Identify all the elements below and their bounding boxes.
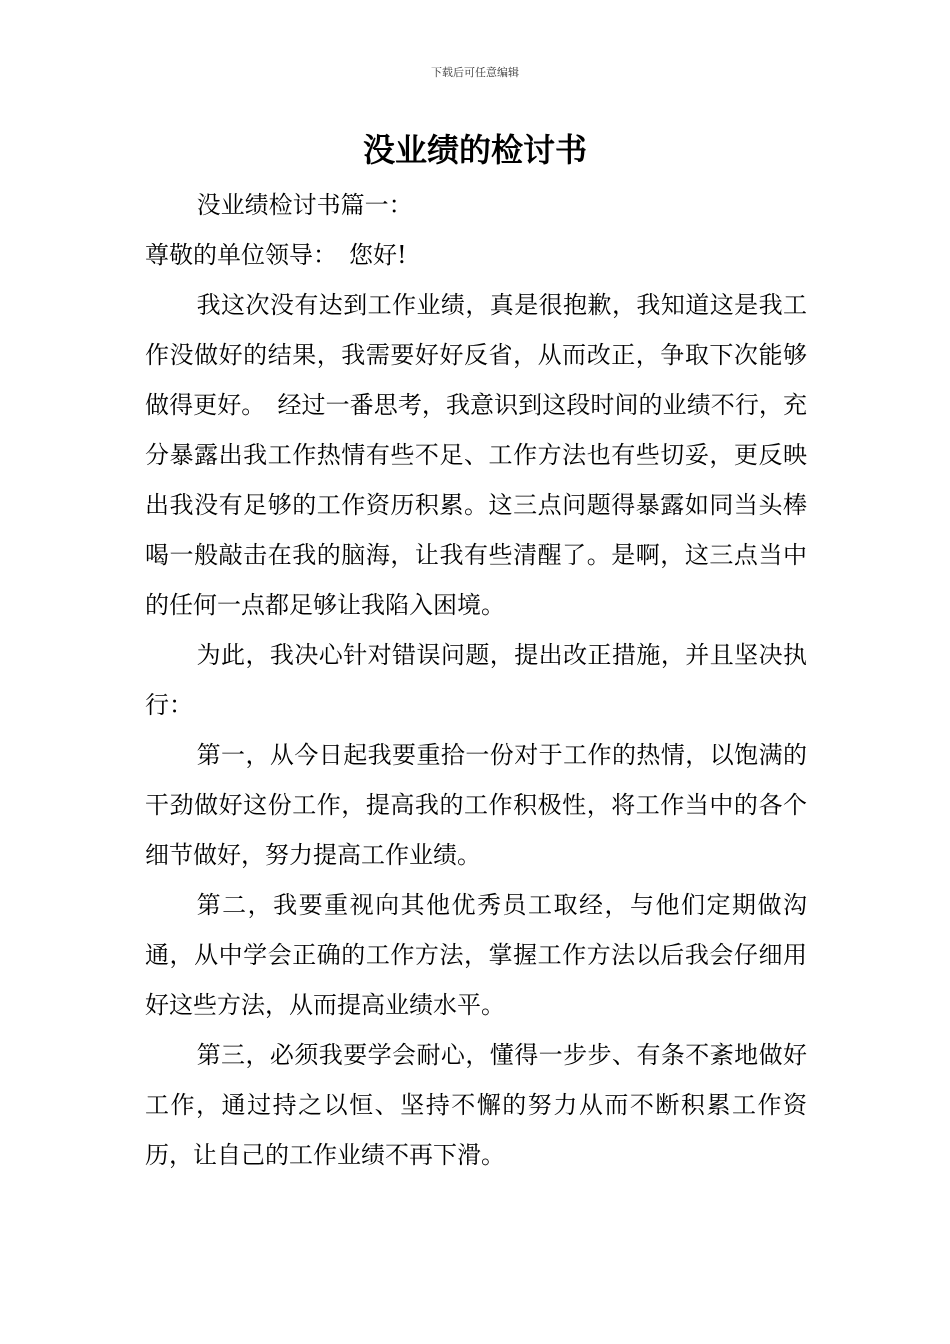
salutation: 尊敬的单位领导： 您好!: [145, 241, 407, 269]
paragraph-resolution: 为此，我决心针对错误问题，提出改正措施，并且坚决执行：: [145, 641, 807, 719]
paragraph-apology: 我这次没有达到工作业绩，真是很抱歉，我知道这是我工作没做好的结果，我需要好好反省，从而改正，争取下次能够做得更好。 经过一番思考，我意识到这段时间的业绩不行，充分暴露出我工作热情有些不足、工作方法也有些切妥，更反映出我没有足够的工作资历积累。这三点问题得暴露如同当头棒喝一般敲击在我的脑海，让我有些清醒了。是啊，这三点当中的任何一点都足够让我陷入困境。: [145, 291, 807, 619]
section-heading: 没业绩检讨书篇一：: [196, 191, 413, 219]
paragraph-measure-two: 第二，我要重视向其他优秀员工取经，与他们定期做沟通，从中学会正确的工作方法，掌握工作方法以后我会仔细用好这些方法，从而提高业绩水平。: [145, 891, 807, 1019]
paragraph-measure-three: 第三，必须我要学会耐心，懂得一步步、有条不紊地做好工作，通过持之以恒、坚持不懈的努力从而不断积累工作资历，让自己的工作业绩不再下滑。: [145, 1041, 807, 1169]
document-title: 没业绩的检讨书: [362, 131, 587, 169]
header-note: 下载后可任意编辑: [431, 66, 519, 79]
document-body: [145, 180, 807, 1180]
paragraph-measure-one: 第一，从今日起我要重拾一份对于工作的热情，以饱满的干劲做好这份工作，提高我的工作积极性，将工作当中的各个细节做好，努力提高工作业绩。: [145, 741, 807, 869]
